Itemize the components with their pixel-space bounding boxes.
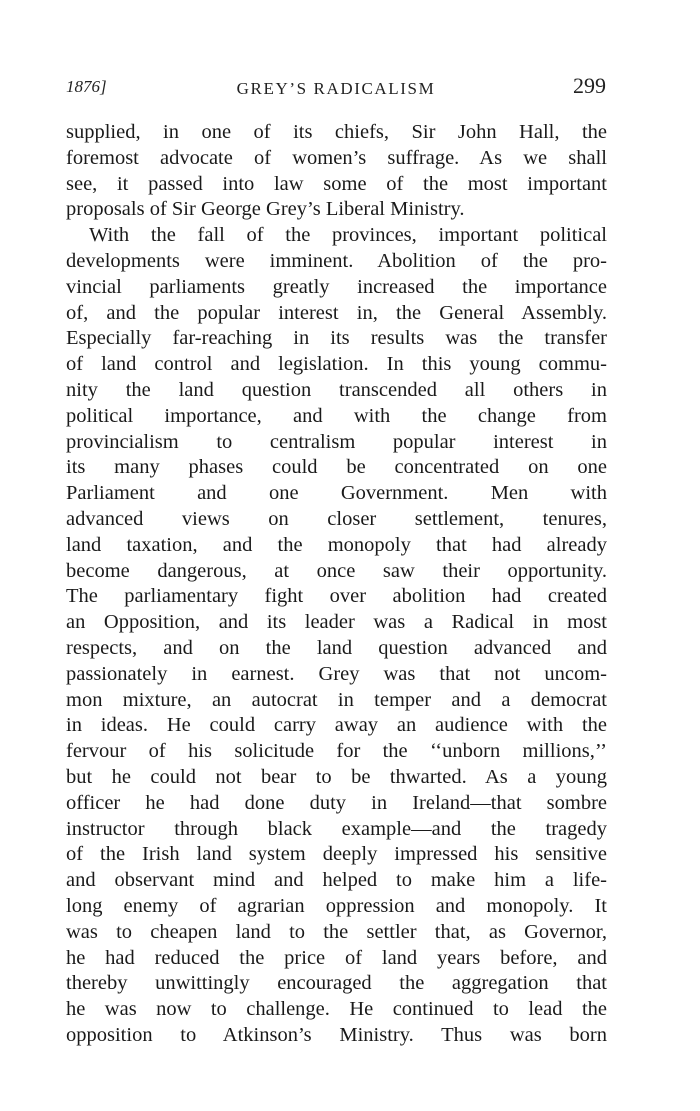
- text-line: proposals of Sir George Grey’s Liberal Ministry.: [66, 198, 465, 221]
- text-line: of the Irish land system deeply impressed his sensitive: [66, 843, 607, 866]
- running-head: [66, 73, 606, 101]
- running-head-title: GREY’S RADICALISM: [236, 79, 436, 98]
- text-line: advanced views on closer settlement, tenures,: [66, 507, 607, 530]
- text-line: foremost advocate of women’s suffrage. As we shall: [66, 146, 607, 169]
- text-line: The parliamentary fight over abolition had created: [66, 585, 607, 608]
- text-line: passionately in earnest. Grey was that not uncom-: [66, 662, 607, 685]
- text-line: With the fall of the provinces, important political: [89, 224, 607, 247]
- text-line: but he could not bear to be thwarted. As a young: [66, 765, 607, 788]
- text-line: political importance, and with the change from: [66, 404, 607, 427]
- text-line: instructor through black example—and the tragedy: [66, 817, 607, 840]
- text-line: developments were imminent. Abolition of the pro-: [66, 249, 607, 272]
- text-line: fervour of his solicitude for the ‘‘unborn millions,’’: [66, 740, 607, 763]
- text-line: of land control and legislation. In this young commu-: [66, 353, 607, 376]
- text-line: respects, and on the land question advanced and: [66, 636, 607, 659]
- text-line: supplied, in one of its chiefs, Sir John Hall, the: [66, 121, 607, 143]
- body-text: [66, 120, 607, 1049]
- text-line: see, it passed into law some of the most important: [66, 172, 607, 195]
- text-line: vincial parliaments greatly increased the importance: [66, 275, 607, 298]
- text-line: in ideas. He could carry away an audience with the: [66, 714, 607, 737]
- text-line: opposition to Atkinson’s Ministry. Thus was born: [66, 1023, 607, 1046]
- page-number: 299: [573, 73, 606, 98]
- text-line: and observant mind and helped to make him a life-: [66, 869, 607, 892]
- text-line: mon mixture, an autocrat in temper and a democrat: [66, 688, 607, 711]
- running-head-date: 1876]: [66, 77, 107, 96]
- text-line: nity the land question transcended all others in: [66, 378, 607, 401]
- text-line: land taxation, and the monopoly that had already: [66, 533, 607, 556]
- text-line: Parliament and one Government. Men with: [66, 482, 607, 505]
- text-line: was to cheapen land to the settler that, as Governor,: [66, 920, 607, 943]
- text-line: thereby unwittingly encouraged the aggregation that: [66, 972, 607, 995]
- text-line: long enemy of agrarian oppression and monopoly. It: [66, 894, 607, 917]
- text-line: officer he had done duty in Ireland—that sombre: [66, 791, 607, 814]
- text-line: Especially far-reaching in its results was the transfer: [66, 327, 607, 350]
- text-line: its many phases could be concentrated on one: [66, 456, 607, 479]
- text-line: of, and the popular interest in, the General Assembly.: [66, 301, 607, 324]
- text-line: an Opposition, and its leader was a Radical in most: [66, 611, 607, 634]
- text-line: provincialism to centralism popular interest in: [66, 430, 607, 453]
- text-line: he had reduced the price of land years before, and: [66, 946, 607, 969]
- text-line: become dangerous, at once saw their opportunity.: [66, 559, 607, 582]
- text-line: he was now to challenge. He continued to lead the: [66, 998, 607, 1021]
